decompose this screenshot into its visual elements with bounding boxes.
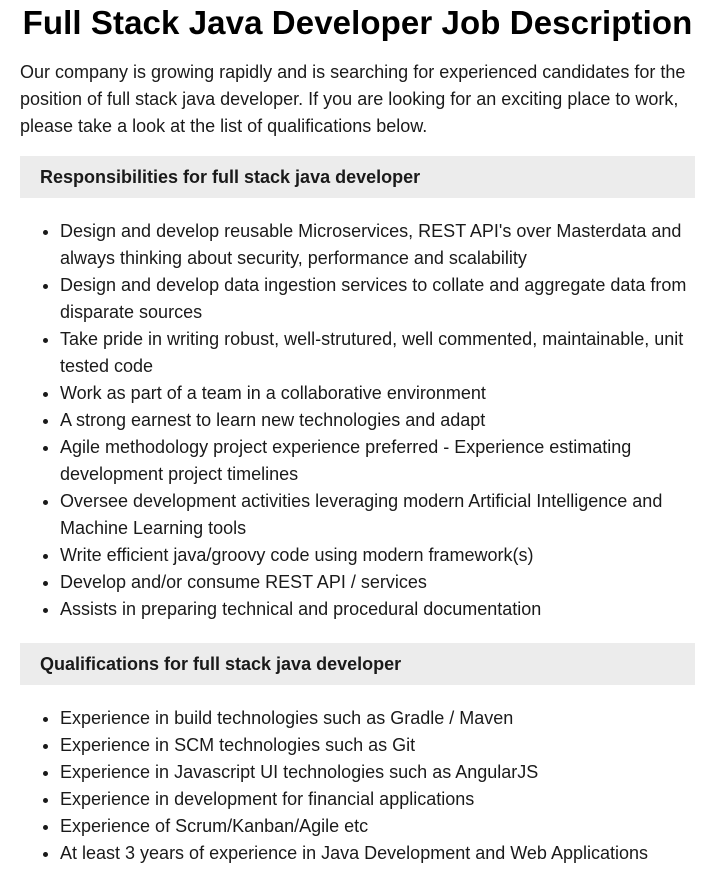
responsibilities-list xyxy=(20,218,695,623)
page-title: Full Stack Java Developer Job Description xyxy=(22,4,693,41)
list-item: • A strong earnest to learn new technologies and adapt xyxy=(60,407,695,434)
list-item: • Agile methodology project experience preferred - Experience estimating development project timelines xyxy=(60,434,695,488)
intro-paragraph: Our company is growing rapidly and is searching for experienced candidates for the position of full stack java developer. If you are looking for an exciting place to work, please take a look at the list of qualifications below. xyxy=(20,62,686,136)
list-item: • Experience in development for financial applications xyxy=(60,786,695,813)
list-item: • Take pride in writing robust, well-strutured, well commented, maintainable, unit tested code xyxy=(60,326,695,380)
list-item: • Experience in SCM technologies such as Git xyxy=(60,732,695,759)
list-item: • Work as part of a team in a collaborative environment xyxy=(60,380,695,407)
qualifications-heading: Qualifications for full stack java developer xyxy=(20,643,695,685)
list-item: • At least 3 years of experience in Java Development and Web Applications xyxy=(60,840,695,867)
list-item: • Develop and/or consume REST API / services xyxy=(60,569,695,596)
list-item: • Experience in Javascript UI technologies such as AngularJS xyxy=(60,759,695,786)
list-item: • Write efficient java/groovy code using modern framework(s) xyxy=(60,542,695,569)
qualifications-list xyxy=(20,705,695,867)
list-item: • Assists in preparing technical and procedural documentation xyxy=(60,596,695,623)
list-item: • Design and develop reusable Microservices, REST API's over Masterdata and always thinking about security, performance and scalability xyxy=(60,218,695,272)
list-item: • Oversee development activities leveraging modern Artificial Intelligence and Machine Learning tools xyxy=(60,488,695,542)
list-item: • Design and develop data ingestion services to collate and aggregate data from disparate sources xyxy=(60,272,695,326)
list-item: • Experience of Scrum/Kanban/Agile etc xyxy=(60,813,695,840)
list-item: • Experience in build technologies such as Gradle / Maven xyxy=(60,705,695,732)
responsibilities-heading: Responsibilities for full stack java developer xyxy=(20,156,695,198)
